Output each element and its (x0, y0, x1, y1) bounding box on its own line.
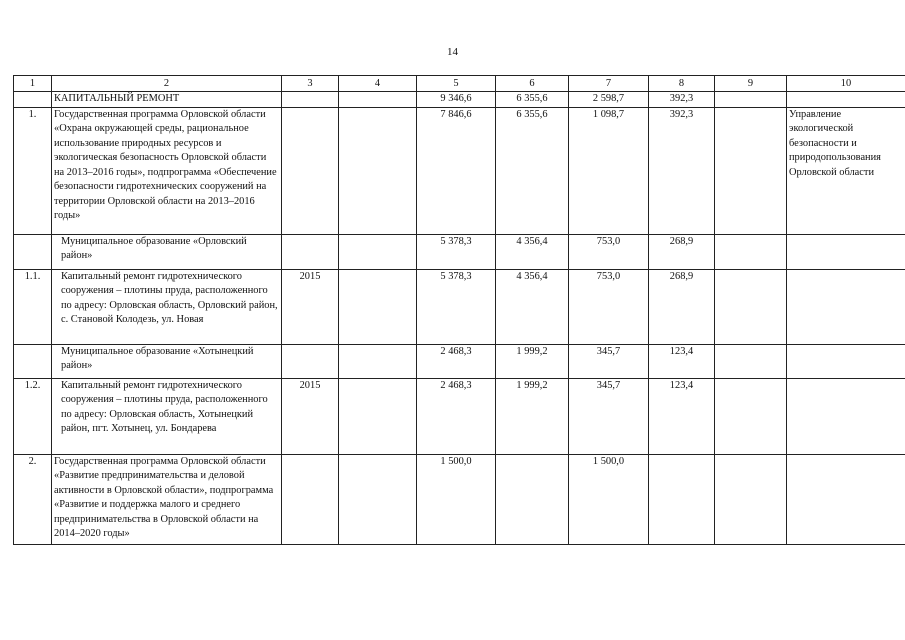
row-col9 (715, 92, 787, 108)
row-col6: 4 356,4 (496, 234, 569, 269)
row-col4 (339, 92, 417, 108)
row-col8: 392,3 (649, 107, 715, 234)
row-col9 (715, 454, 787, 544)
row-col7: 345,7 (569, 344, 649, 378)
row-col9 (715, 344, 787, 378)
header-cell: 9 (715, 76, 787, 92)
row-col5: 9 346,6 (417, 92, 496, 108)
row-year (282, 234, 339, 269)
table-row (14, 378, 905, 454)
row-col4 (339, 234, 417, 269)
row-col8 (649, 454, 715, 544)
row-col7: 1 500,0 (569, 454, 649, 544)
row-col10 (787, 344, 905, 378)
row-col10 (787, 378, 905, 454)
row-col6: 6 355,6 (496, 92, 569, 108)
row-year (282, 344, 339, 378)
row-col4 (339, 107, 417, 234)
row-col5: 5 378,3 (417, 234, 496, 269)
row-col10: Управление экологической безопасности и природопользования Орловской области (787, 107, 905, 234)
row-col5: 2 468,3 (417, 344, 496, 378)
row-col7: 345,7 (569, 378, 649, 454)
table-row (14, 454, 905, 544)
row-name: Государственная программа Орловской области «Охрана окружающей среды, рациональное использование природных ресурсов и экологическая безопасность Орловской области на 2013–2016 годы», подпрограмма «Обеспечение безопасности гидротехнических сооружений на территории Орловской области на 2013–2016 годы» (52, 107, 282, 234)
row-col9 (715, 378, 787, 454)
row-number: 2. (14, 454, 52, 544)
row-col4 (339, 454, 417, 544)
table-row (14, 234, 905, 269)
row-name: Государственная программа Орловской области «Развитие предпринимательства и деловой активности в Орловской области», подпрограмма «Развитие и поддержка малого и среднего предпринимательства в Орловской области на 2014–2020 годы» (52, 454, 282, 544)
row-number: 1. (14, 107, 52, 234)
row-number (14, 92, 52, 108)
row-col10 (787, 92, 905, 108)
row-col8: 392,3 (649, 92, 715, 108)
row-number (14, 234, 52, 269)
row-name: КАПИТАЛЬНЫЙ РЕМОНТ (52, 92, 282, 108)
header-cell: 6 (496, 76, 569, 92)
table-row (14, 269, 905, 344)
row-name: Муниципальное образование «Орловский район» (52, 234, 282, 269)
row-col7: 753,0 (569, 234, 649, 269)
row-col6: 4 356,4 (496, 269, 569, 344)
row-name: Капитальный ремонт гидротехнического сооружения – плотины пруда, расположенного по адресу: Орловская область, Хотынецкий район, пгт. Хотынец, ул. Бондарева (52, 378, 282, 454)
row-col7: 753,0 (569, 269, 649, 344)
table-row (14, 107, 905, 234)
row-year (282, 92, 339, 108)
row-number: 1.2. (14, 378, 52, 454)
budget-table (13, 75, 905, 545)
row-col5: 1 500,0 (417, 454, 496, 544)
header-cell: 5 (417, 76, 496, 92)
row-col4 (339, 269, 417, 344)
page-number: 14 (447, 46, 458, 58)
row-col6: 1 999,2 (496, 344, 569, 378)
row-number: 1.1. (14, 269, 52, 344)
row-col8: 123,4 (649, 378, 715, 454)
row-number (14, 344, 52, 378)
header-cell: 8 (649, 76, 715, 92)
row-col7: 2 598,7 (569, 92, 649, 108)
row-col9 (715, 234, 787, 269)
row-col10 (787, 269, 905, 344)
row-col6: 6 355,6 (496, 107, 569, 234)
header-cell: 1 (14, 76, 52, 92)
header-cell: 7 (569, 76, 649, 92)
row-year: 2015 (282, 378, 339, 454)
header-cell: 2 (52, 76, 282, 92)
header-cell: 3 (282, 76, 339, 92)
header-cell: 10 (787, 76, 905, 92)
row-year: 2015 (282, 269, 339, 344)
row-name: Муниципальное образование «Хотынецкий район» (52, 344, 282, 378)
row-year (282, 107, 339, 234)
row-col7: 1 098,7 (569, 107, 649, 234)
row-name: Капитальный ремонт гидротехнического сооружения – плотины пруда, расположенного по адресу: Орловская область, Орловский район, с. Становой Колодезь, ул. Новая (52, 269, 282, 344)
row-col5: 5 378,3 (417, 269, 496, 344)
row-col8: 123,4 (649, 344, 715, 378)
row-col9 (715, 269, 787, 344)
row-col10 (787, 454, 905, 544)
header-cell: 4 (339, 76, 417, 92)
row-col8: 268,9 (649, 269, 715, 344)
row-col6 (496, 454, 569, 544)
table-header-row (14, 76, 905, 92)
row-col5: 2 468,3 (417, 378, 496, 454)
row-col4 (339, 378, 417, 454)
row-col8: 268,9 (649, 234, 715, 269)
row-col4 (339, 344, 417, 378)
table-row (14, 92, 905, 108)
row-col6: 1 999,2 (496, 378, 569, 454)
table-row (14, 344, 905, 378)
row-col9 (715, 107, 787, 234)
row-col10 (787, 234, 905, 269)
row-year (282, 454, 339, 544)
row-col5: 7 846,6 (417, 107, 496, 234)
